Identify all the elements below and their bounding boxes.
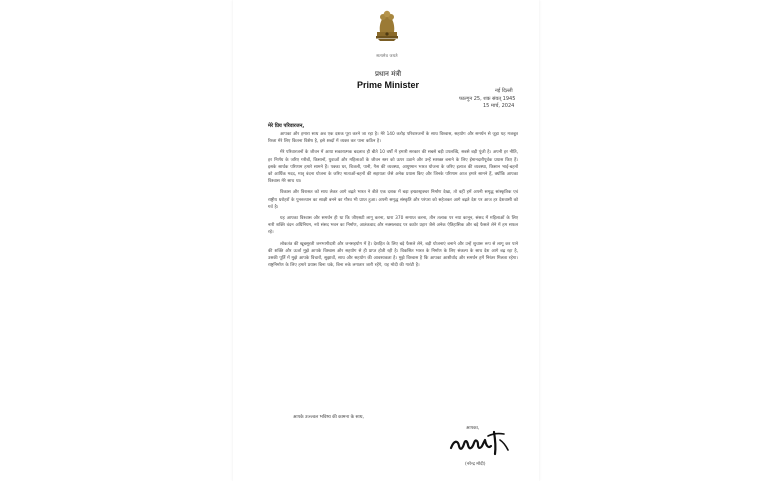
paragraph: यह आपका विश्वास और समर्थन ही था कि जीएसटी लागू करना, धारा 370 समाप्त करना, तीन तलाक पर नया कानून, संसद में महिलाओं के लिए नारी शक्ति वंदन अधिनियम, नये संसद भवन का निर्माण, आतंकवाद और नक्सलवाद पर कठोर प्रहार जैसे अनेक ऐतिहासिक और बड़े फैसले लेने में हम सफल रहे।: [268, 216, 518, 236]
letter-body: [268, 131, 518, 273]
paragraph: आपका और हमारा साथ अब एक दशक पूरा करने जा रहा है। मेरे 140 करोड़ परिवारजनों के साथ विश्वास, सहयोग और समर्थन से जुड़ा यह मजबूत रिश्ता मेरे लिए कितना विशेष है, इसे शब्दों में व्यक्त कर पाना कठिन है।: [268, 132, 518, 145]
valediction: आपका,: [466, 426, 480, 431]
salutation: मेरे प्रिय परिवारजन,: [268, 123, 305, 129]
signature: [448, 428, 514, 458]
closing-line: आपके उज्ज्वल भविष्य की कामना के साथ,: [293, 415, 364, 420]
date-english: 15 मार्च, 2024: [483, 103, 515, 109]
office-title-english: Prime Minister: [356, 80, 420, 90]
place: नई दिल्ली: [495, 88, 513, 94]
emblem-motto: सत्यमेव जयते: [376, 53, 398, 58]
paragraph: विकास और विरासत को साथ लेकर आगे बढ़ते भारत ने बीते एक दशक में बड़ा इन्फ्रास्ट्रक्चर निर्माण देखा, तो वहीं हमें अपनी समृद्ध सांस्कृतिक एवं राष्ट्रीय धरोहरों के पुनरुत्थान का साक्षी बनने का गौरव भी प्राप्त हुआ। अपनी समृद्ध संस्कृति और परंपरा को सहेजकर आगे बढ़ते देश पर आज हर देशवासी को गर्व है।: [268, 190, 518, 210]
paragraph: लोकतंत्र की खूबसूरती जनभागीदारी और जनसहयोग में है। देशहित के लिए बड़े फैसले लेने, बड़ी योजनाएं बनाने और उन्हें शुचारू रूप से लागू कर पाने की शक्ति और ऊर्जा मुझे आपके विश्वास और सहयोग से ही प्राप्त होती रही है। विकसित भारत के निर्माण के लिए संकल्प के साथ देश आगे बढ़ रहा है, उसकी पूर्ति में मुझे आपके विचारों, सुझावों, साथ और सहयोग की आवश्यकता है। मुझे विश्वास है कि आपका आशीर्वाद और समर्थन हमें निरंतर मिलता रहेगा। राष्ट्रनिर्माण के लिए हमारे प्रयास बिना थके, बिना रुके लगातार जारी रहेंगे, यह मोदी की गारंटी है।: [268, 241, 518, 269]
signer-name: (नरेन्द्र मोदी): [465, 462, 486, 467]
date-hindi: फाल्गुन 25, शक संवत् 1945: [459, 96, 516, 102]
office-title-hindi: प्रधान मंत्री: [374, 70, 402, 78]
letter-page: [233, 0, 539, 481]
paragraph: मेरे परिवारजनों के जीवन में आया सकारात्मक बदलाव ही बीते 10 वर्षों में हमारी सरकार की सबसे बड़ी उपलब्धि, सबसे बड़ी पूंजी है। अपनी हर नीति, हर निर्णय के जरिए गरीबों, किसानों, युवाओं और महिलाओं के जीवन स्तर को ऊपर उठाने और उन्हें सशक्त बनाने के लिए ईमानदारीपूर्वक प्रयास किए हैं। इसके सार्थक परिणाम हमारे सामने हैं। पक्का घर, बिजली, पानी, गैस की व्यवस्था, आयुष्मान भारत योजना के जरिए इलाज की व्यवस्था, किसान भाई-बहनों को आर्थिक मदद, मातृ वंदना योजना के जरिए माताओं-बहनों की सहायता जैसे अनेक प्रयास किए और जिनके परिणाम आज हमारे सामने हैं, क्योंकि आपका विश्वास मेरे साथ था।: [268, 150, 518, 185]
national-emblem-icon: [374, 8, 400, 48]
